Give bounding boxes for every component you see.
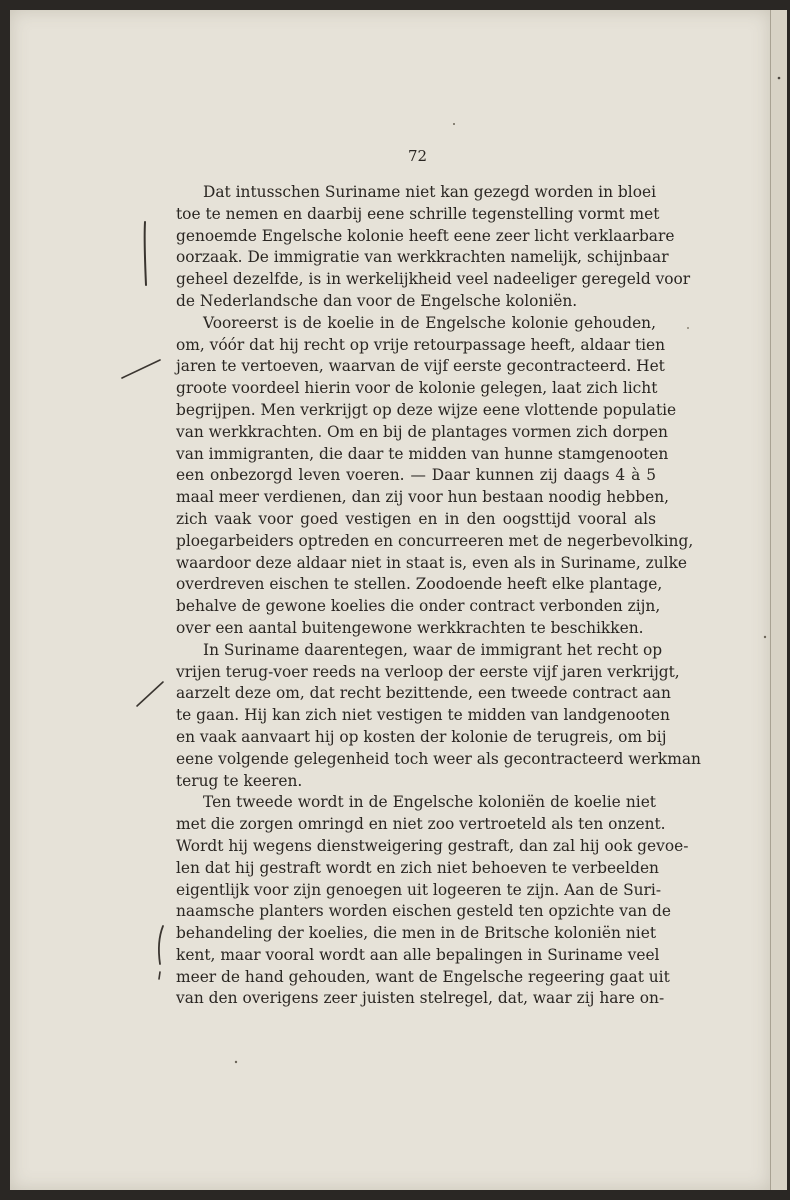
text-line: toe te nemen en daarbij eene schrille tegenstelling vormt met xyxy=(176,204,660,223)
page-edge xyxy=(770,10,787,1190)
text-line: Vooreerst is de koelie in de Engelsche kolonie gehouden, xyxy=(203,313,656,332)
body-text xyxy=(176,182,701,1010)
text-line: Wordt hij wegens dienstweigering gestraft, dan zal hij ook gevoe- xyxy=(176,836,689,855)
text-line: oorzaak. De immigratie van werkkrachten namelijk, schijnbaar xyxy=(176,248,669,267)
text-line: kent, maar vooral wordt aan alle bepalingen in Suriname veel xyxy=(176,945,660,964)
text-line: te gaan. Hij kan zich niet vestigen te midden van landgenooten xyxy=(176,706,670,725)
text-line: een onbezorgd leven voeren. — Daar kunnen zij daags 4 à 5 xyxy=(176,466,656,485)
text-line: van den overigens zeer juisten stelregel, dat, waar zij hare on- xyxy=(176,989,665,1008)
text-line: van werkkrachten. Om en bij de plantages vormen zich dorpen xyxy=(176,422,668,441)
page-number: 72 xyxy=(408,147,428,165)
text-line: behalve de gewone koelies die onder contract verbonden zijn, xyxy=(176,597,661,616)
text-line: en vaak aanvaart hij op kosten der kolonie de terugreis, om bij xyxy=(176,727,667,746)
text-line: aarzelt deze om, dat recht bezittende, een tweede contract aan xyxy=(176,684,671,703)
text-line: groote voordeel hierin voor de kolonie gelegen, laat zich licht xyxy=(176,379,658,398)
text-line: meer de hand gehouden, want de Engelsche regeering gaat uit xyxy=(176,967,670,986)
text-line: met die zorgen omringd en niet zoo vertroeteld als ten onzent. xyxy=(176,815,666,834)
text-line: vrijen terug-voer reeds na verloop der eerste vijf jaren verkrijgt, xyxy=(176,662,680,681)
text-line: maal meer verdienen, dan zij voor hun bestaan noodig hebben, xyxy=(176,488,670,507)
text-line: geheel dezelfde, is in werkelijkheid veel nadeeliger geregeld voor xyxy=(176,270,691,289)
text-line: behandeling der koelies, die men in de Britsche koloniën niet xyxy=(176,924,656,943)
text-line: ploegarbeiders optreden en concurreeren met de negerbevolking, xyxy=(176,531,694,550)
text-line: naamsche planters worden eischen gesteld ten opzichte van de xyxy=(176,902,671,921)
text-line: waardoor deze aldaar niet in staat is, even als in Suriname, zulke xyxy=(176,553,688,572)
text-line: de Nederlandsche dan voor de Engelsche koloniën. xyxy=(176,291,578,310)
text-line: overdreven eischen te stellen. Zoodoende heeft elke plantage, xyxy=(176,575,663,594)
text-line: om, vóór dat hij recht op vrije retourpassage heeft, aldaar tien xyxy=(176,335,666,354)
text-line: Dat intusschen Suriname niet kan gezegd worden in bloei xyxy=(203,183,656,201)
text-line: In Suriname daarentegen, waar de immigrant het recht op xyxy=(203,640,663,659)
text-line: zich vaak voor goed vestigen en in den oogsttijd vooral als xyxy=(176,509,656,528)
text-line: begrijpen. Men verkrijgt op deze wijze eene vlottende populatie xyxy=(176,400,677,419)
text-line: jaren te vertoeven, waarvan de vijf eerste gecontracteerd. Het xyxy=(176,357,665,376)
text-line: Ten tweede wordt in de Engelsche koloniën de koelie niet xyxy=(203,793,656,812)
text-line: van immigranten, die daar te midden van hunne stamgenooten xyxy=(176,444,669,463)
text-line: over een aantal buitengewone werkkrachten te beschikken. xyxy=(176,618,644,637)
text-line: genoemde Engelsche kolonie heeft eene zeer licht verklaarbare xyxy=(176,226,675,245)
text-line: eene volgende gelegenheid toch weer als gecontracteerd werkman xyxy=(176,749,701,768)
text-line: terug te keeren. xyxy=(176,771,303,790)
text-line: len dat hij gestraft wordt en zich niet behoeven te verbeelden xyxy=(176,858,659,877)
text-line: eigentlijk voor zijn genoegen uit logeeren te zijn. Aan de Suri- xyxy=(176,880,662,899)
